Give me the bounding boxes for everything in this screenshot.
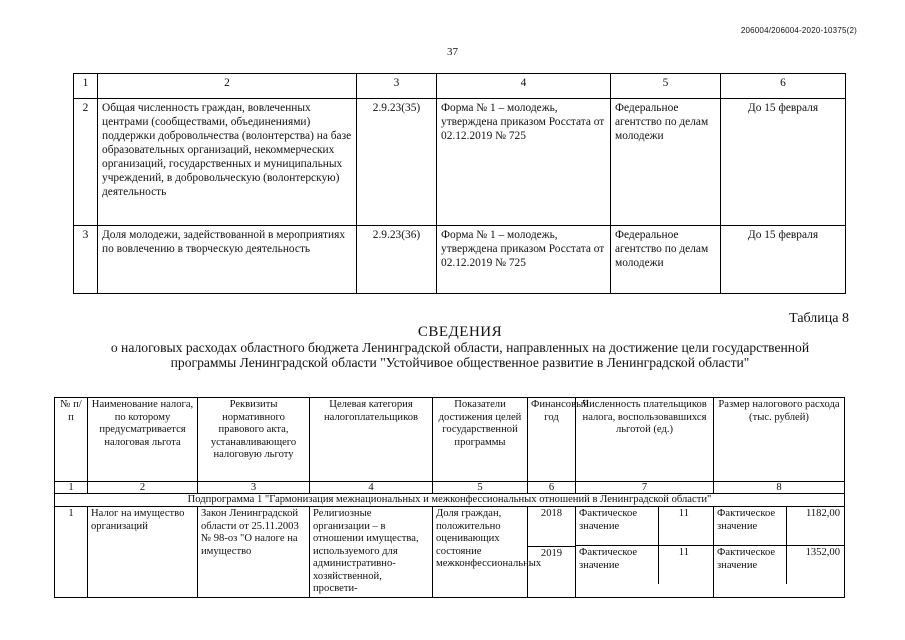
- col-number: 6: [528, 482, 576, 494]
- count-value: 11: [678, 547, 689, 558]
- table-row: [74, 99, 846, 226]
- page-number: 37: [447, 46, 458, 58]
- col-number: 1: [55, 482, 88, 494]
- legal-act: Закон Ленинградской области от 25.11.2003 № 98-оз "О налоге на имущество: [198, 507, 310, 598]
- header-cell: Финансовый год: [528, 398, 576, 482]
- col-number: 6: [721, 74, 846, 99]
- amount-label: Фактическое значение: [714, 546, 787, 584]
- year-2018: 2018: [528, 507, 575, 547]
- count-value: 11: [678, 508, 689, 519]
- indicator-code: 2.9.23(35): [357, 99, 437, 226]
- table-header: [55, 398, 845, 482]
- count-label: Фактическое значение: [576, 507, 659, 545]
- caption-subtitle: о налоговых расходах областного бюджета Ленинградской области, направленных на достижение цели государственной программы Ленинградской области "Устойчивое общественное развитие в Ленинградской области": [110, 340, 810, 370]
- table-row: [74, 226, 846, 294]
- taxpayer-category: Религиозные организации – в отношении имущества, используемого для административно-хозяйственной, просвети-: [310, 507, 433, 598]
- indicator-name: Общая численность граждан, вовлеченных центрами (сообществами, объединениями) поддержки добровольчества (волонтерства) на базе образовательных организаций, некоммерческих организаций, государственных и муниципальных учреждений, в добровольческую (волонтерскую) деятельность: [98, 99, 357, 226]
- amount-label: Фактическое значение: [714, 507, 787, 545]
- col-number: 4: [437, 74, 611, 99]
- header-cell: Численность плательщиков налога, воспользовавшихся льготой (ед.): [576, 398, 714, 482]
- header-cell: Размер налогового расхода (тыс. рублей): [714, 398, 845, 482]
- tax-name: Налог на имущество организаций: [88, 507, 198, 598]
- col-number: 5: [611, 74, 721, 99]
- subprogram-title: Подпрограмма 1 "Гармонизация межнациональных и межконфессиональных отношений в Ленинградской области": [55, 494, 845, 507]
- col-number: 8: [714, 482, 845, 494]
- table-caption: [100, 325, 820, 370]
- document-id: 206004/206004-2020-10375(2): [740, 26, 857, 35]
- col-number: 3: [198, 482, 310, 494]
- col-number: 7: [576, 482, 714, 494]
- count-2018: [576, 507, 713, 546]
- amount-value: 1352,00: [805, 547, 840, 558]
- amount-2018: [714, 507, 844, 546]
- header-cell: Целевая категория налогоплательщиков: [310, 398, 433, 482]
- year-2019: 2019: [540, 548, 563, 559]
- table-row: [55, 507, 845, 598]
- tax-expenditures-table: [54, 397, 845, 598]
- col-number: 3: [357, 74, 437, 99]
- row-number: 1: [55, 507, 88, 598]
- table-header-numbers: [74, 74, 846, 99]
- financial-years: [528, 507, 576, 598]
- row-number: 2: [74, 99, 98, 226]
- deadline: До 15 февраля: [721, 99, 846, 226]
- taxpayer-counts: [576, 507, 714, 598]
- amount-2019: [714, 546, 844, 584]
- count-2019: [576, 546, 713, 584]
- header-cell: Наименование налога, по которому предусматривается налоговая льгота: [88, 398, 198, 482]
- col-number: 4: [310, 482, 433, 494]
- deadline: До 15 февраля: [721, 226, 846, 294]
- agency: Федеральное агентство по делам молодежи: [611, 99, 721, 226]
- col-number: 1: [74, 74, 98, 99]
- header-cell: № п/п: [55, 398, 88, 482]
- col-number: 2: [98, 74, 357, 99]
- row-number: 3: [74, 226, 98, 294]
- program-indicator: Доля граждан, положительно оценивающих состояние межконфессиональных: [433, 507, 528, 598]
- report-form: Форма № 1 – молодежь, утверждена приказом Росстата от 02.12.2019 № 725: [437, 99, 611, 226]
- report-form: Форма № 1 – молодежь, утверждена приказом Росстата от 02.12.2019 № 725: [437, 226, 611, 294]
- col-number: 5: [433, 482, 528, 494]
- col-number: 2: [88, 482, 198, 494]
- amount-value: 1182,00: [805, 508, 840, 519]
- agency: Федеральное агентство по делам молодежи: [611, 226, 721, 294]
- table-header-numbers: [55, 482, 845, 494]
- indicator-code: 2.9.23(36): [357, 226, 437, 294]
- indicators-table: [73, 73, 846, 294]
- caption-title: СВЕДЕНИЯ: [417, 324, 503, 340]
- header-cell: Показатели достижения целей государственной программы: [433, 398, 528, 482]
- table-label: Таблица 8: [789, 311, 849, 326]
- indicator-name: Доля молодежи, задействованной в мероприятиях по вовлечению в творческую деятельность: [98, 226, 357, 294]
- count-label: Фактическое значение: [576, 546, 659, 584]
- subprogram-row: [55, 494, 845, 507]
- tax-expenditure-amounts: [714, 507, 845, 598]
- header-cell: Реквизиты нормативного правового акта, устанавливающего налоговую льготу: [198, 398, 310, 482]
